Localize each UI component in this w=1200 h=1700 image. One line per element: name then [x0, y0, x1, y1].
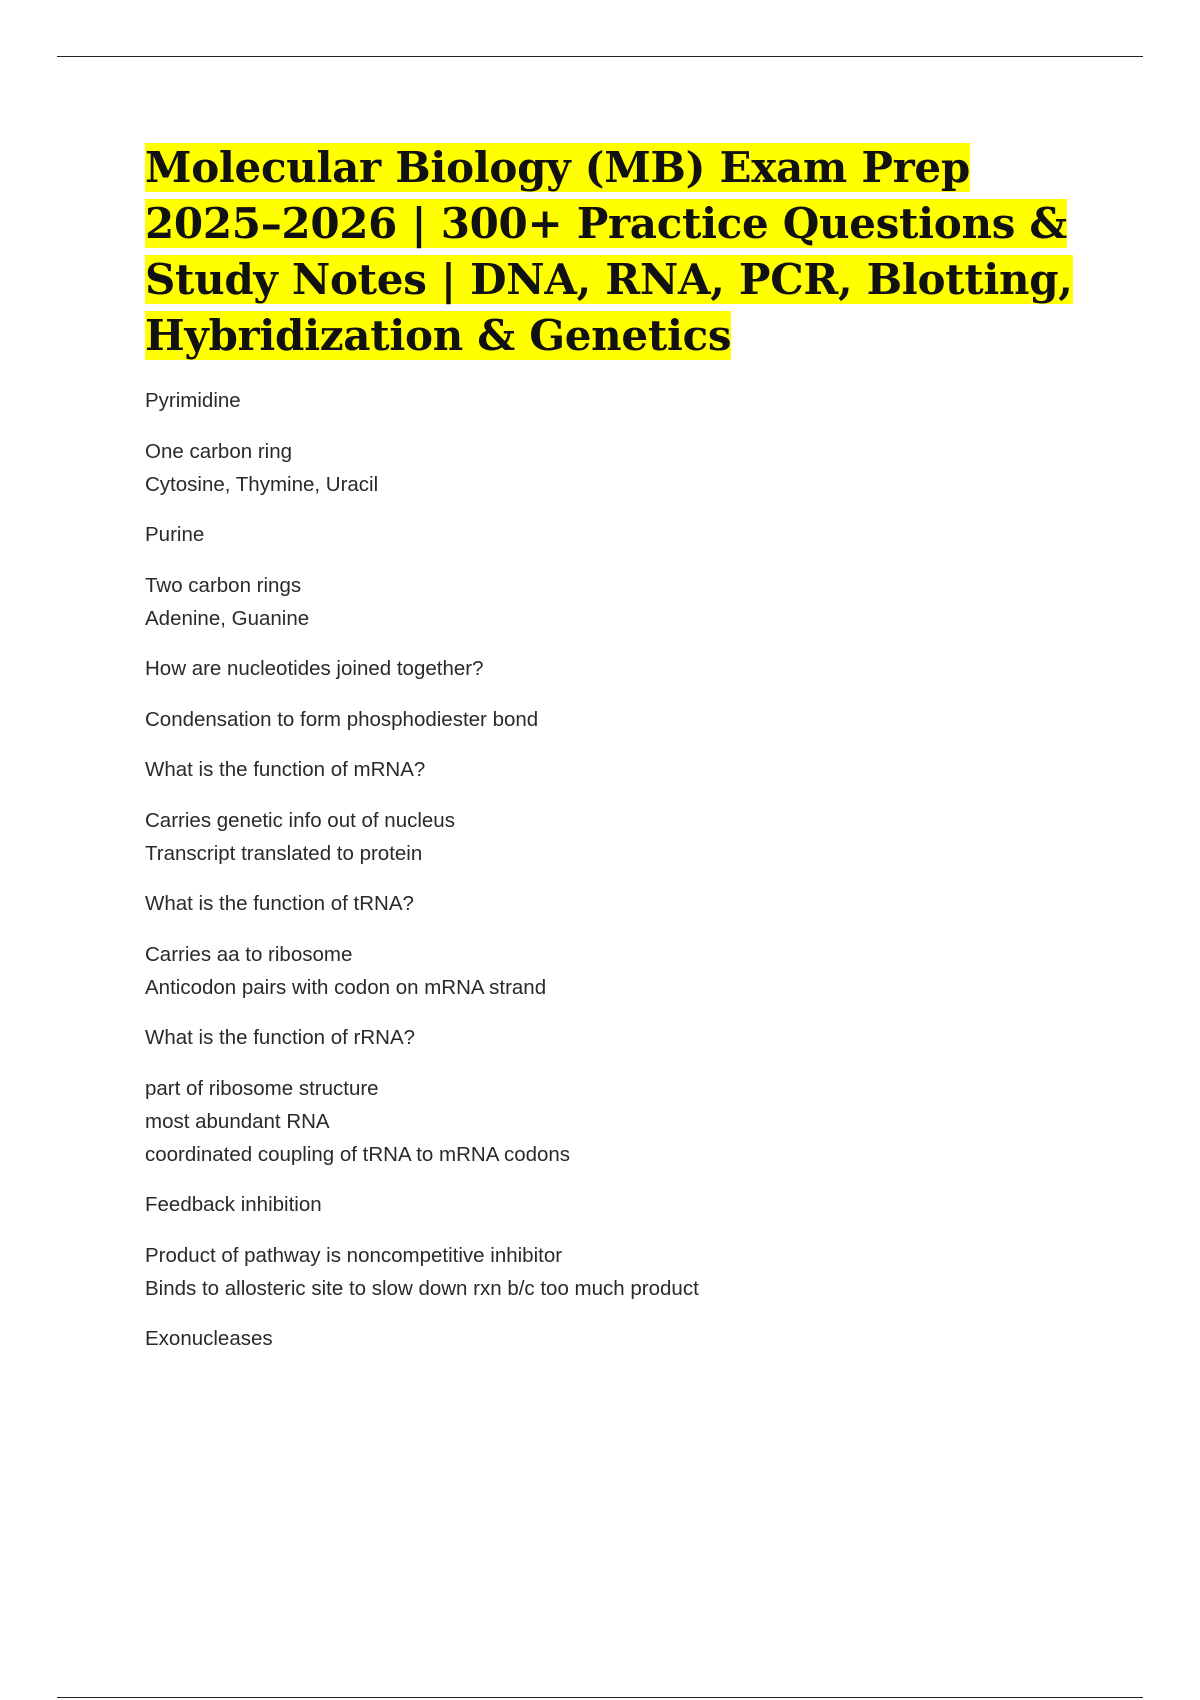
entry-line: Product of pathway is noncompetitive inhibitor — [145, 1243, 563, 1267]
flashcard-entry — [145, 703, 1095, 736]
flashcard-list — [145, 384, 1095, 1355]
flashcard-entry — [145, 938, 1095, 1004]
entry-line: Purine — [145, 523, 205, 546]
entry-line: Pyrimidine — [145, 389, 241, 412]
entry-line: Anticodon pairs with codon on mRNA strand — [145, 975, 547, 999]
flashcard-entry — [145, 384, 1095, 417]
flashcard-entry — [145, 518, 1095, 551]
entry-line: What is the function of mRNA? — [145, 758, 426, 781]
flashcard-entry — [145, 804, 1095, 870]
flashcard-entry — [145, 1239, 1095, 1305]
entry-line: Exonucleases — [145, 1327, 273, 1350]
entry-line: Feedback inhibition — [145, 1193, 322, 1216]
entry-line: Transcript translated to protein — [145, 841, 423, 865]
entry-line: Condensation to form phosphodiester bond — [145, 707, 539, 731]
entry-line: What is the function of rRNA? — [145, 1026, 416, 1049]
flashcard-entry — [145, 1322, 1095, 1355]
entry-line: How are nucleotides joined together? — [145, 657, 484, 680]
flashcard-entry — [145, 652, 1095, 685]
entry-line: What is the function of tRNA? — [145, 892, 414, 915]
header-rule — [57, 56, 1143, 57]
entry-line: coordinated coupling of tRNA to mRNA codons — [145, 1142, 571, 1166]
footer-rule — [57, 1697, 1143, 1698]
entry-line: Binds to allosteric site to slow down rxn b/c too much product — [145, 1276, 699, 1300]
entry-line: One carbon ring — [145, 439, 293, 463]
entry-line: Cytosine, Thymine, Uracil — [145, 472, 379, 496]
document-body — [145, 140, 1095, 1373]
entry-line: Adenine, Guanine — [145, 606, 310, 630]
flashcard-entry — [145, 1188, 1095, 1221]
flashcard-entry — [145, 569, 1095, 635]
entry-line: Carries aa to ribosome — [145, 942, 353, 966]
flashcard-entry — [145, 1021, 1095, 1054]
flashcard-entry — [145, 887, 1095, 920]
entry-line: Two carbon rings — [145, 573, 302, 597]
flashcard-entry — [145, 435, 1095, 501]
entry-line: part of ribosome structure — [145, 1076, 379, 1100]
flashcard-entry — [145, 753, 1095, 786]
entry-line: most abundant RNA — [145, 1109, 330, 1133]
document-title — [145, 140, 1095, 364]
flashcard-entry — [145, 1072, 1095, 1171]
entry-line: Carries genetic info out of nucleus — [145, 808, 455, 832]
document-title-highlight: Molecular Biology (MB) Exam Prep 2025–2026 | 300+ Practice Questions & Study Notes | DNA, RNA, PCR, Blotting, Hybridization & Genetics — [145, 143, 1073, 360]
